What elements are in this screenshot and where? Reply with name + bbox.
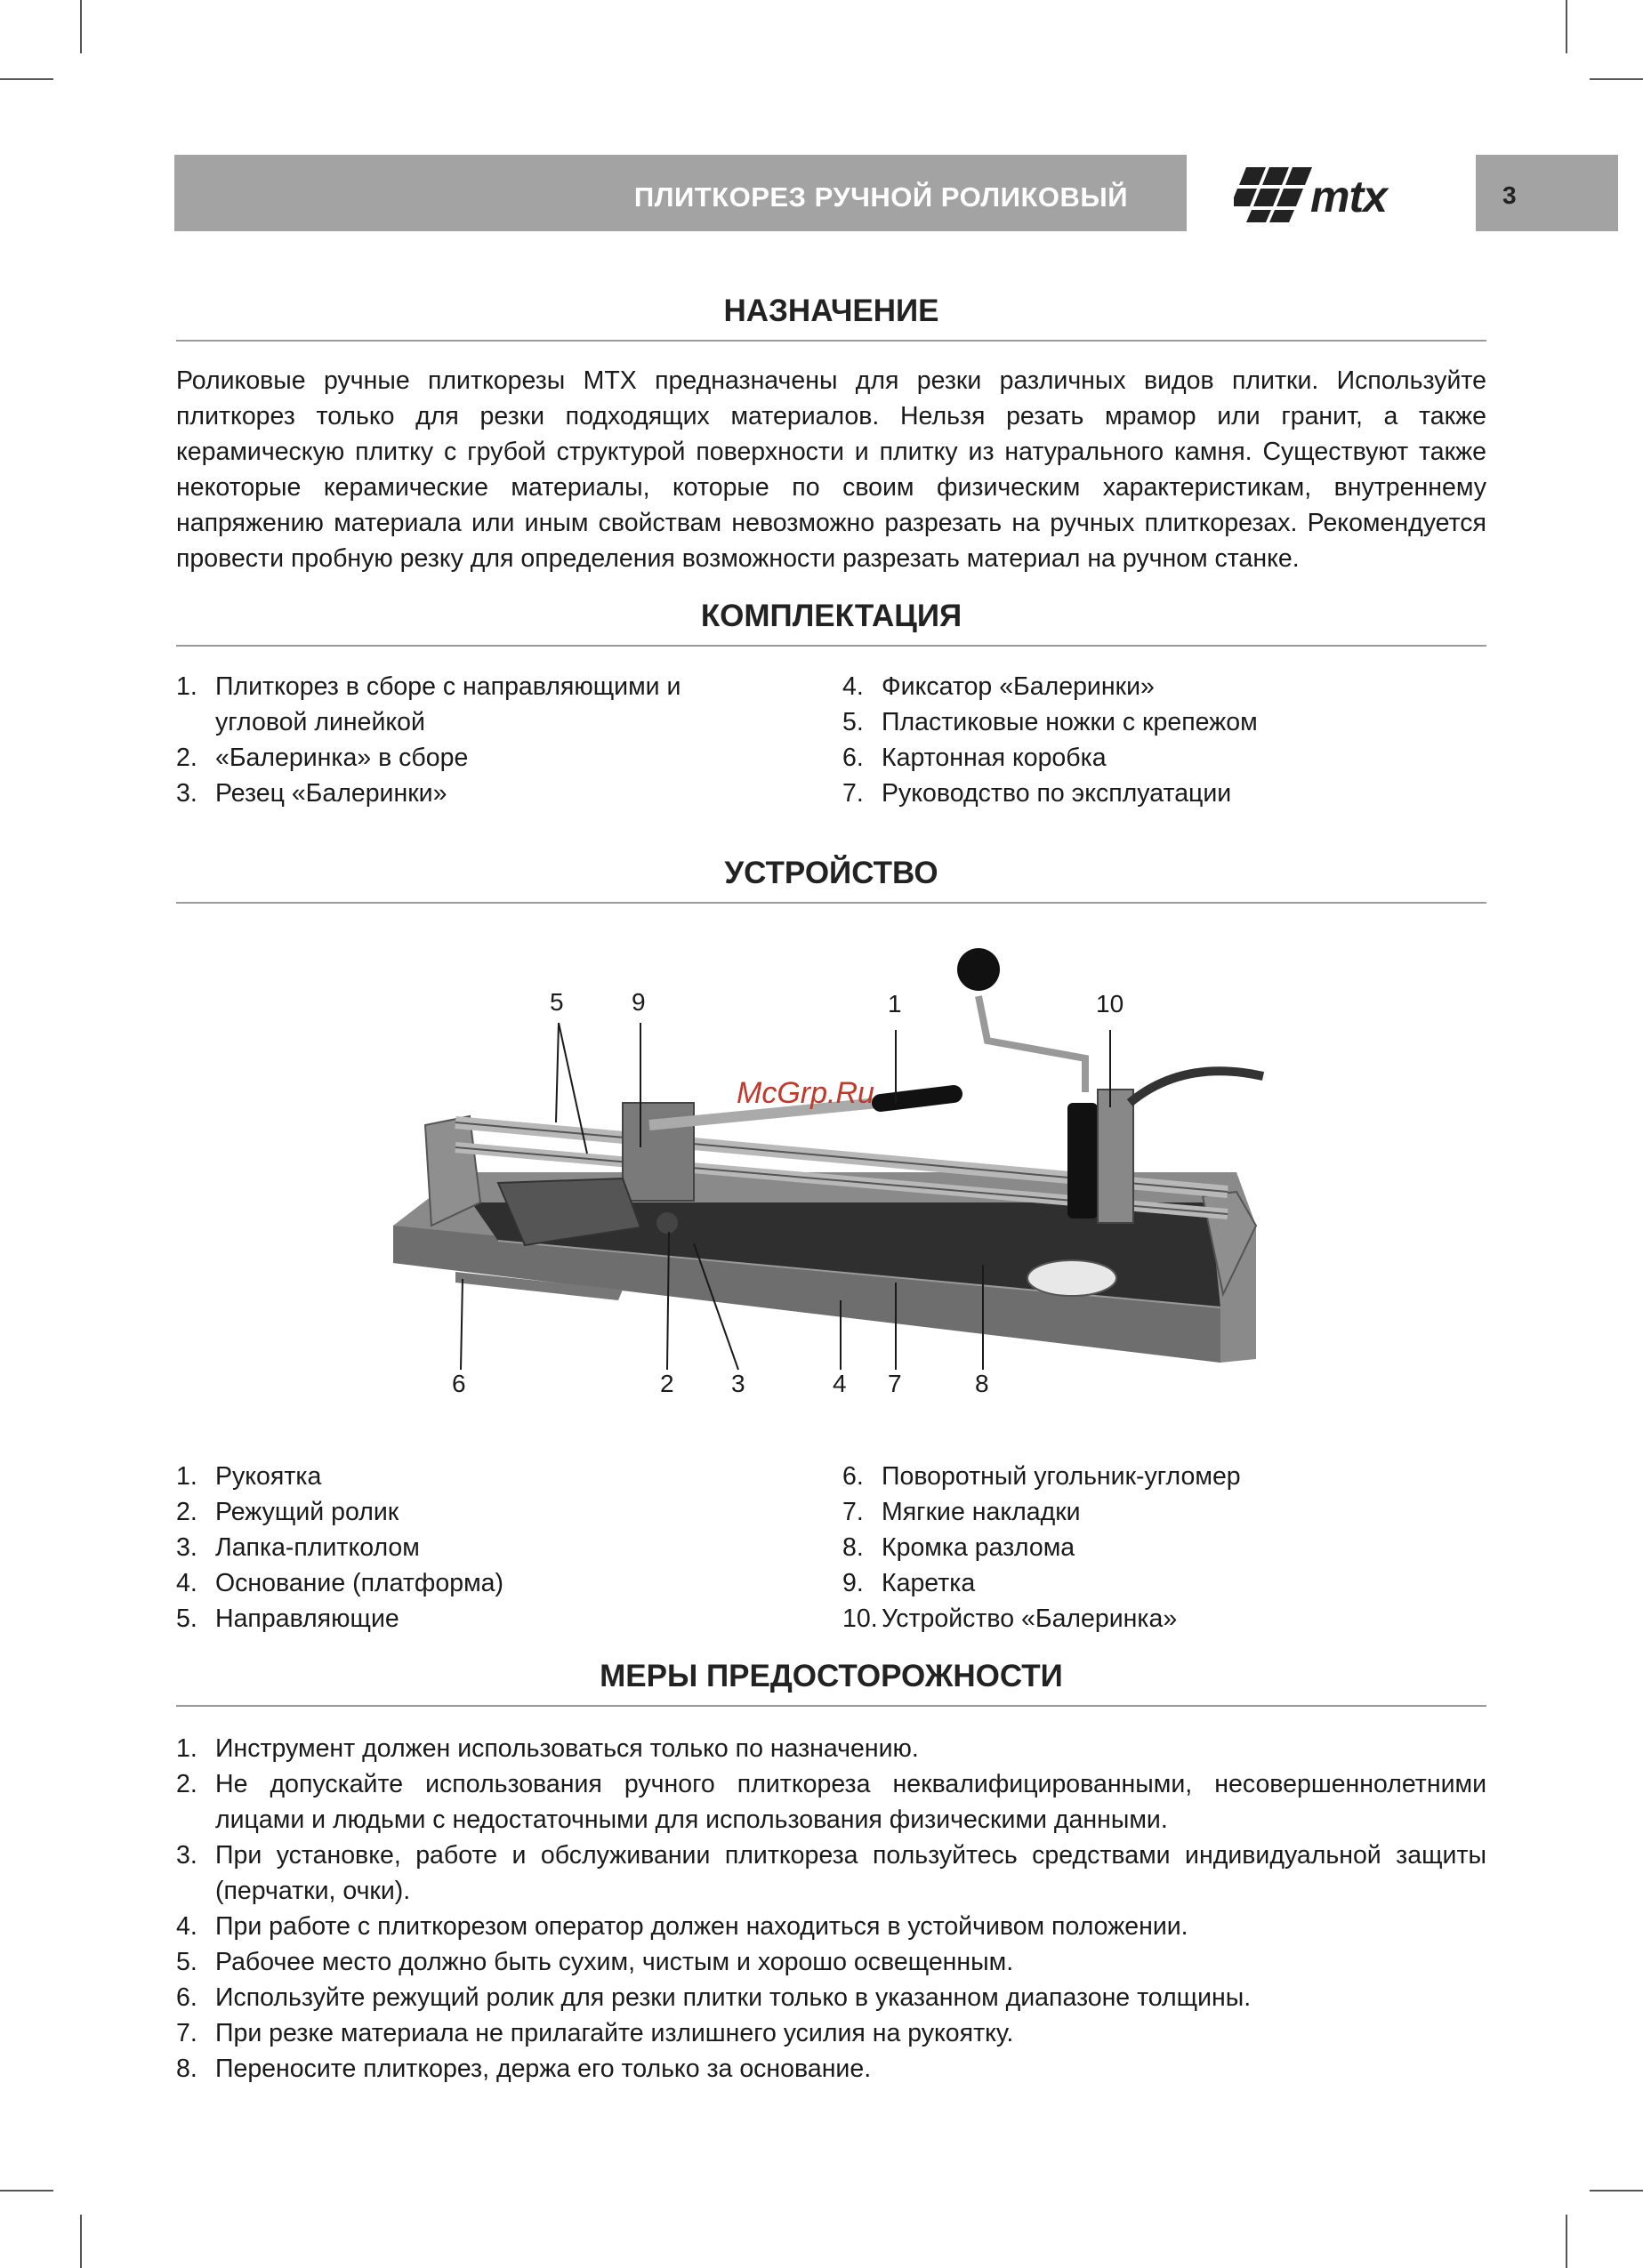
purpose-text: Роликовые ручные плиткорезы MTX предназначены для резки различных видов плитки. Используйте плиткорез только для резки подходящих материалов. Нельзя резать мрамор или гранит, а также керамическую плитку с грубой структурой поверхности и плитку из натурального камня. Существуют также некоторые керамические материалы, которые по своим физическим характеристикам, внутреннему напряжению материала или иным свойствам невозможно разрезать на ручных плиткорезах. Рекомендуется провести пробную резку для определения возможности разрезать материал на ручном станке. (176, 366, 1486, 573)
ballerina-lever (1130, 1071, 1263, 1103)
list-item: 2. «Балеринка» в сборе (176, 744, 469, 772)
ballerina-knob (957, 948, 1000, 991)
list-item: 3. Резец «Балеринки» (176, 779, 447, 808)
cutting-roller (656, 1212, 678, 1234)
list-item: 6. Используйте режущий ролик для резки плитки только в указанном диапазоне толщины. (176, 1983, 1252, 2012)
header-title: ПЛИТКОРЕЗ РУЧНОЙ РОЛИКОВЫЙ (633, 181, 1128, 213)
callout-label: 5 (550, 988, 564, 1016)
crop-mark (80, 0, 82, 53)
list-item: 6. Картонная коробка (842, 744, 1107, 772)
list-item: 3. При установке, работе и обслуживании плиткореза пользуйтесь средствами индивидуальной защиты (перчатки, очки). (176, 1841, 1486, 1905)
callout-label: 2 (660, 1370, 674, 1397)
kit-list-left (176, 669, 728, 811)
section-divider (176, 645, 1486, 647)
crop-mark (1566, 2215, 1567, 2268)
list-item: 4. Основание (платформа) (176, 1569, 504, 1597)
crop-mark (0, 78, 53, 80)
callout-label: 7 (888, 1370, 902, 1397)
list-item: 7. Руководство по эксплуатации (842, 779, 1232, 808)
kit-title: КОМПЛЕКТАЦИЯ (700, 599, 962, 633)
list-item: 6. Поворотный угольник-угломер (842, 1462, 1241, 1491)
kit-list-right (842, 669, 1483, 811)
callout-label: 3 (731, 1370, 745, 1397)
list-item: 10. Устройство «Балеринка» (842, 1604, 1178, 1633)
callout-label: 8 (975, 1370, 989, 1397)
page-number-box (1476, 155, 1618, 231)
leader-line (461, 1279, 463, 1370)
list-item: 3. Лапка-плитколом (176, 1533, 420, 1562)
crop-mark (1590, 78, 1643, 80)
device-list-left (176, 1459, 728, 1637)
crop-mark (1566, 0, 1567, 53)
crop-mark (0, 2190, 53, 2192)
list-item: 8. Переносите плиткорез, держа его только за основание. (176, 2055, 872, 2083)
ballerina-circle (1027, 1260, 1116, 1296)
list-item: 5. Пластиковые ножки с крепежом (842, 708, 1258, 736)
page-number: 3 (1502, 181, 1517, 209)
crop-mark (1590, 2190, 1643, 2192)
list-item: 7. Мягкие накладки (842, 1498, 1081, 1526)
section-divider (176, 902, 1486, 904)
safety-title: МЕРЫ ПРЕДОСТОРОЖНОСТИ (600, 1659, 1063, 1693)
watermark: McGrp.Ru (737, 1076, 874, 1110)
list-item: 4. При работе с плиткорезом оператор должен находиться в устойчивом положении. (176, 1912, 1188, 1941)
list-item: 5. Рабочее место должно быть сухим, чистым и хорошо освещенным. (176, 1948, 1014, 1976)
handle-grip (881, 1094, 954, 1103)
purpose-title: НАЗНАЧЕНИЕ (723, 294, 939, 328)
list-item: 1. Инструмент должен использоваться только по назначению. (176, 1734, 919, 1763)
callout-label: 10 (1096, 990, 1124, 1017)
ballerina-crank (979, 996, 1085, 1092)
brand-name: mtx (1310, 172, 1387, 221)
list-item: 9. Каретка (842, 1569, 976, 1597)
header-bar (174, 155, 1187, 231)
tile-cutter-diagram (374, 943, 1299, 1405)
list-item: 7. При резке материала не прилагайте излишнего усилия на рукоятку. (176, 2019, 1014, 2047)
callout-label: 9 (632, 988, 646, 1016)
list-item: 1. Плиткорез в сборе с направляющими и угловой линейкой (176, 672, 681, 736)
callout-label: 1 (888, 990, 902, 1017)
callout-label: 4 (833, 1370, 847, 1397)
ballerina-body (1098, 1090, 1133, 1223)
list-item: 1. Рукоятка (176, 1462, 322, 1491)
ballerina-column (1067, 1103, 1098, 1218)
safety-list (176, 1731, 1486, 2087)
device-title: УСТРОЙСТВО (724, 856, 938, 890)
list-item: 2. Не допускайте использования ручного плиткореза неквалифицированными, несовершеннолетними лицами и людьми с недостаточными для использования физическими данными. (176, 1770, 1486, 1834)
list-item: 5. Направляющие (176, 1604, 399, 1633)
list-item: 8. Кромка разлома (842, 1533, 1075, 1562)
callout-label: 6 (452, 1370, 466, 1397)
crop-mark (80, 2215, 82, 2268)
list-item: 4. Фиксатор «Балеринки» (842, 672, 1155, 701)
brand-logo (1204, 155, 1462, 231)
leader-line (556, 1023, 559, 1122)
section-divider (176, 340, 1486, 342)
device-list-right (842, 1459, 1483, 1637)
list-item: 2. Режущий ролик (176, 1498, 399, 1526)
section-divider (176, 1705, 1486, 1707)
